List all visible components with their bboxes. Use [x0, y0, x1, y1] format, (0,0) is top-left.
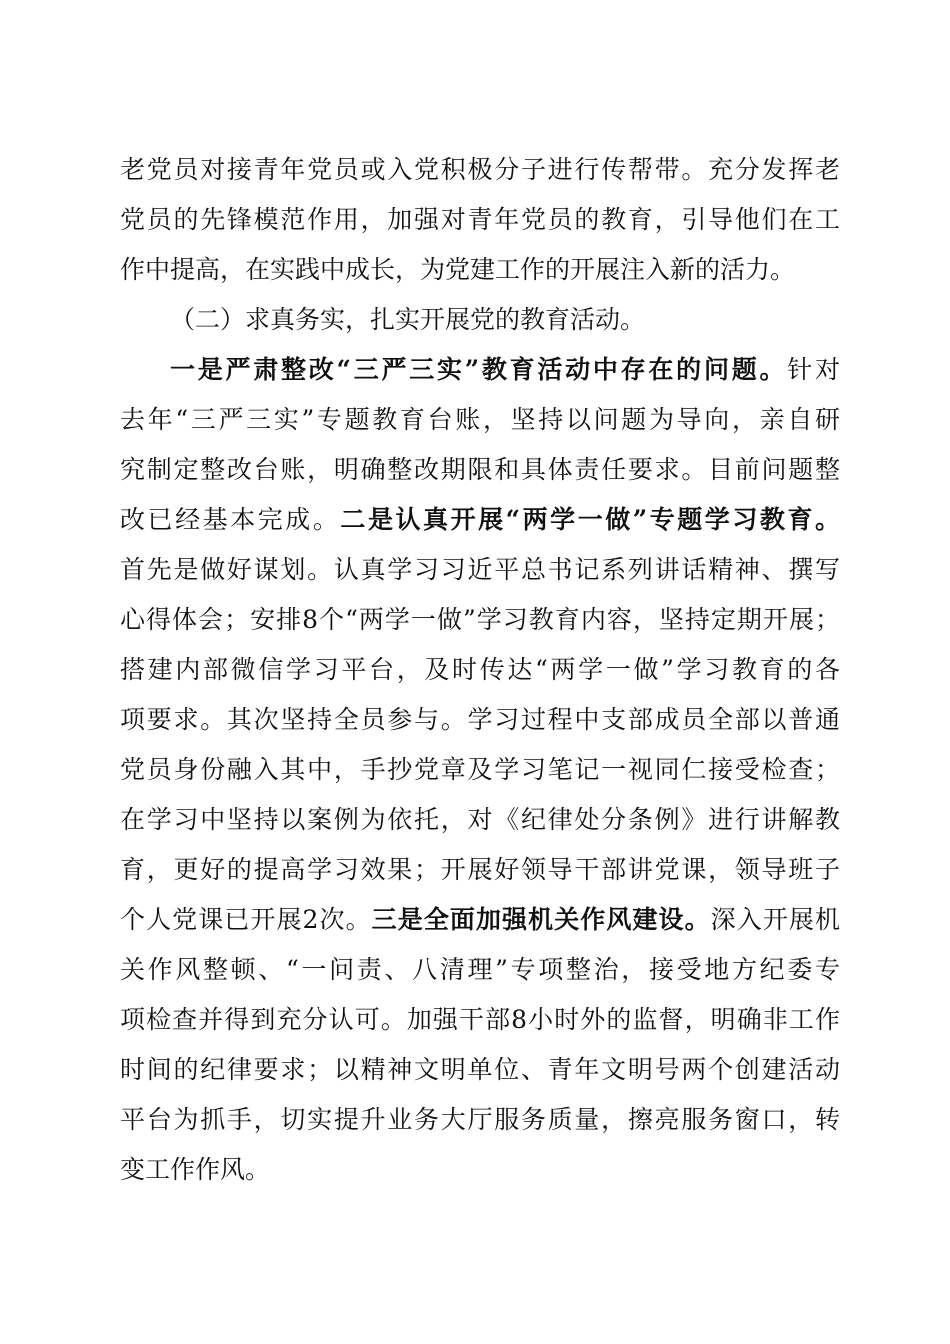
text-span: 改已经基本完成。	[120, 505, 341, 534]
text-span: 首先是做好谋划。认真学习习近平总书记系列讲话精神、撰写	[120, 555, 840, 584]
text-span: 项检查并得到充分认可。加强干部8小时外的监督，明确非工作	[120, 1005, 840, 1034]
text-line-11	[120, 655, 840, 685]
section-heading	[170, 305, 840, 335]
bold-lead-text: 三是全面加强机关作风建设。	[371, 905, 711, 934]
text-line-19	[120, 1055, 840, 1085]
text-span: 党员的先锋模范作用，加强对青年党员的教育，引导他们在工	[120, 205, 840, 234]
text-line-8	[120, 505, 840, 535]
text-line-7	[120, 455, 840, 485]
text-line-5	[170, 355, 840, 385]
text-span: 项要求。其次坚持全员参与。学习过程中支部成员全部以普通	[120, 705, 840, 734]
text-span: 在学习中坚持以案例为依托，对《纪律处分条例》进行讲解教	[120, 805, 840, 834]
bold-lead-text: 一是严肃整改“三严三实”教育活动中存在的问题。	[170, 355, 788, 384]
text-span: （二）求真务实，扎实开展党的教育活动。	[170, 305, 646, 334]
text-span: 关作风整顿、“一问责、八清理”专项整治，接受地方纪委专	[120, 955, 840, 984]
text-line-16	[120, 905, 840, 935]
text-line-6	[120, 405, 840, 435]
text-line-3	[120, 255, 840, 285]
text-line-17	[120, 955, 840, 985]
text-line-12	[120, 705, 840, 735]
text-span: 作中提高，在实践中成长，为党建工作的开展注入新的活力。	[120, 255, 796, 284]
text-line-20	[120, 1105, 840, 1135]
text-span: 老党员对接青年党员或入党积极分子进行传帮带。充分发挥老	[120, 155, 840, 184]
text-span: 去年“三严三实”专题教育台账，坚持以问题为导向，亲自研	[120, 405, 840, 434]
text-line-18	[120, 1005, 840, 1035]
text-span: 针对	[787, 355, 840, 384]
text-line-21	[120, 1155, 840, 1185]
text-line-1	[120, 155, 840, 185]
text-span: 深入开展机	[710, 905, 840, 934]
text-span: 心得体会；安排8个“两学一做”学习教育内容，坚持定期开展；	[120, 605, 840, 634]
text-line-13	[120, 755, 840, 785]
text-span: 个人党课已开展2次。	[120, 905, 372, 934]
text-line-10	[120, 605, 840, 635]
text-span: 时间的纪律要求；以精神文明单位、青年文明号两个创建活动	[120, 1055, 840, 1084]
text-span: 究制定整改台账，明确整改期限和具体责任要求。目前问题整	[120, 455, 840, 484]
text-span: 变工作作风。	[120, 1155, 271, 1184]
text-span: 平台为抓手，切实提升业务大厅服务质量，擦亮服务窗口，转	[120, 1105, 840, 1134]
text-span: 党员身份融入其中，手抄党章及学习笔记一视同仁接受检查；	[120, 755, 840, 784]
text-line-9	[120, 555, 840, 585]
text-line-2	[120, 205, 840, 235]
bold-lead-text: 二是认真开展“两学一做”专题学习教育。	[340, 505, 840, 534]
text-span: 搭建内部微信学习平台，及时传达“两学一做”学习教育的各	[120, 655, 840, 684]
text-span: 育，更好的提高学习效果；开展好领导干部讲党课，领导班子	[120, 855, 840, 884]
text-line-15	[120, 855, 840, 885]
text-line-14	[120, 805, 840, 835]
